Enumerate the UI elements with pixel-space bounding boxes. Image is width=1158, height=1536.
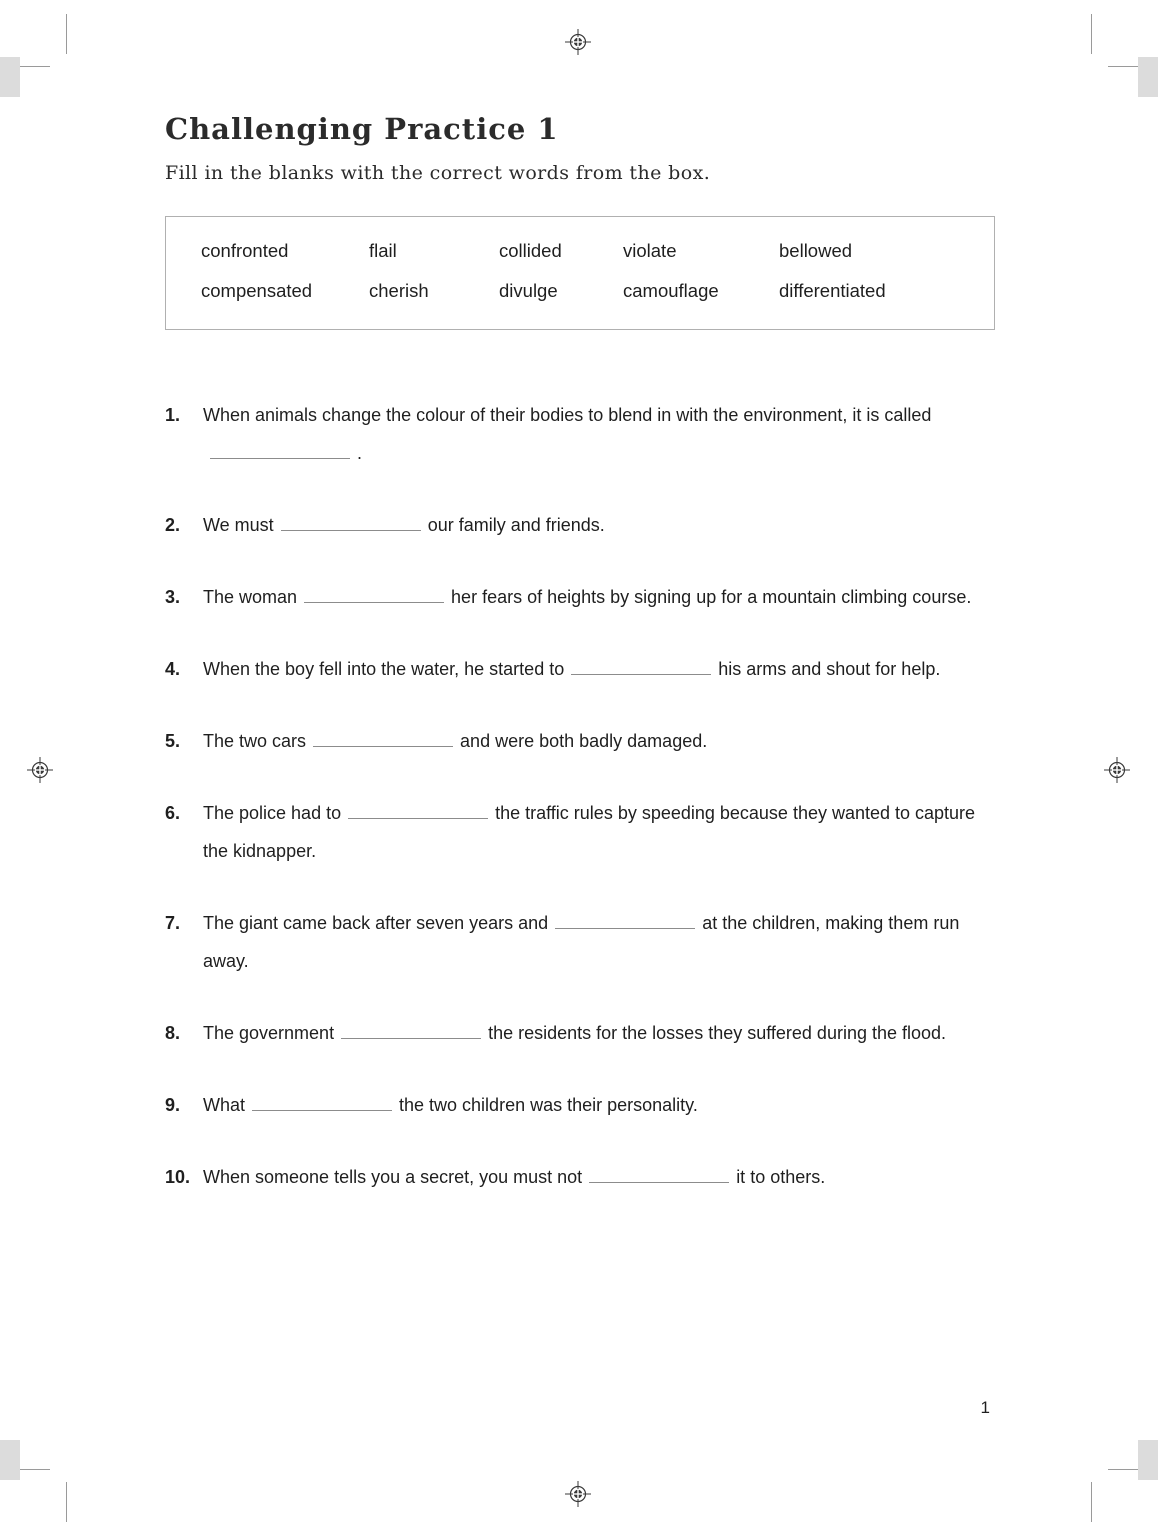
question-item <box>165 650 995 688</box>
word-option: compensated <box>201 280 313 301</box>
question-text <box>203 904 995 980</box>
registration-mark-icon <box>27 757 53 783</box>
page-number: 1 <box>980 1398 990 1417</box>
question-text <box>203 1086 995 1124</box>
instruction-text: Fill in the blanks with the correct words from the box. <box>165 162 711 184</box>
word-option: cherish <box>369 280 429 301</box>
question-item <box>165 396 995 472</box>
answer-blank <box>313 746 453 747</box>
question-item <box>165 578 995 616</box>
question-text-after-blank: the residents for the losses they suffered during the flood. <box>488 1023 947 1043</box>
corner-print-box <box>0 1440 20 1480</box>
answer-blank <box>341 1038 481 1039</box>
answer-blank <box>304 602 444 603</box>
corner-print-box <box>0 57 20 97</box>
word-option: differentiated <box>779 280 886 301</box>
question-text-before-blank: The two cars <box>203 731 307 751</box>
question-text <box>203 650 995 688</box>
word-option: camouflage <box>623 280 719 301</box>
question-item <box>165 506 995 544</box>
question-text-after-blank: our family and friends. <box>427 515 605 535</box>
question-number: 8. <box>165 1023 181 1043</box>
registration-mark-icon <box>1104 757 1130 783</box>
answer-blank <box>589 1182 729 1183</box>
question-text <box>203 794 995 870</box>
registration-mark-icon <box>565 29 591 55</box>
word-option: divulge <box>499 280 558 301</box>
answer-blank <box>571 674 711 675</box>
word-option: violate <box>623 240 677 261</box>
question-text-before-blank: When the boy fell into the water, he started to <box>203 659 565 679</box>
word-option: flail <box>369 240 397 261</box>
question-text-after-blank: at the children, making them run away. <box>203 913 960 971</box>
question-number: 1. <box>165 405 181 425</box>
question-item <box>165 1014 995 1052</box>
question-text <box>203 396 995 472</box>
word-option: bellowed <box>779 240 853 261</box>
question-number: 5. <box>165 731 181 751</box>
crop-mark-icon <box>66 1482 67 1522</box>
answer-blank <box>252 1110 392 1111</box>
question-text-after-blank: her fears of heights by signing up for a mountain climbing course. <box>451 587 972 607</box>
question-item <box>165 1158 995 1196</box>
question-item <box>165 794 995 870</box>
word-option: collided <box>499 240 562 261</box>
word-box-row <box>201 231 984 271</box>
page-title: Challenging Practice 1 <box>165 112 559 146</box>
question-text-after-blank: and were both badly damaged. <box>460 731 708 751</box>
word-option: confronted <box>201 240 289 261</box>
question-text-after-blank: the traffic rules by speeding because they wanted to capture the kidnapper. <box>203 803 976 861</box>
crop-mark-icon <box>1091 14 1092 54</box>
question-item <box>165 1086 995 1124</box>
question-text-after-blank: it to others. <box>736 1167 826 1187</box>
question-number: 6. <box>165 803 181 823</box>
registration-mark-icon <box>565 1481 591 1507</box>
question-number: 7. <box>165 913 181 933</box>
question-text <box>203 578 995 616</box>
question-text-before-blank: The woman <box>203 587 298 607</box>
question-text-before-blank: The police had to <box>203 803 342 823</box>
answer-blank <box>281 530 421 531</box>
question-number: 10. <box>165 1167 191 1187</box>
question-text-after-blank: his arms and shout for help. <box>718 659 941 679</box>
question-text-after-blank: the two children was their personality. <box>399 1095 698 1115</box>
worksheet-content <box>165 112 995 1230</box>
crop-mark-icon <box>66 14 67 54</box>
question-number: 3. <box>165 587 181 607</box>
question-text <box>203 722 995 760</box>
word-box-row <box>201 271 984 311</box>
question-text-before-blank: We must <box>203 515 274 535</box>
corner-print-box <box>1138 1440 1158 1480</box>
question-list <box>165 396 995 1196</box>
question-number: 9. <box>165 1095 181 1115</box>
word-box <box>165 216 995 330</box>
question-text-before-blank: When animals change the colour of their bodies to blend in with the environment, it is called <box>203 405 932 425</box>
corner-print-box <box>1138 57 1158 97</box>
question-text-before-blank: When someone tells you a secret, you must not <box>203 1167 583 1187</box>
crop-mark-icon <box>1091 1482 1092 1522</box>
question-item <box>165 904 995 980</box>
question-number: 2. <box>165 515 181 535</box>
answer-blank <box>555 928 695 929</box>
question-text-before-blank: The government <box>203 1023 335 1043</box>
question-text <box>203 1158 995 1196</box>
question-number: 4. <box>165 659 181 679</box>
answer-blank <box>210 458 350 459</box>
question-text-before-blank: The giant came back after seven years and <box>203 913 549 933</box>
question-item <box>165 722 995 760</box>
question-text-after-blank: . <box>357 443 363 463</box>
question-text <box>203 1014 995 1052</box>
answer-blank <box>348 818 488 819</box>
question-text <box>203 506 995 544</box>
question-text-before-blank: What <box>203 1095 246 1115</box>
